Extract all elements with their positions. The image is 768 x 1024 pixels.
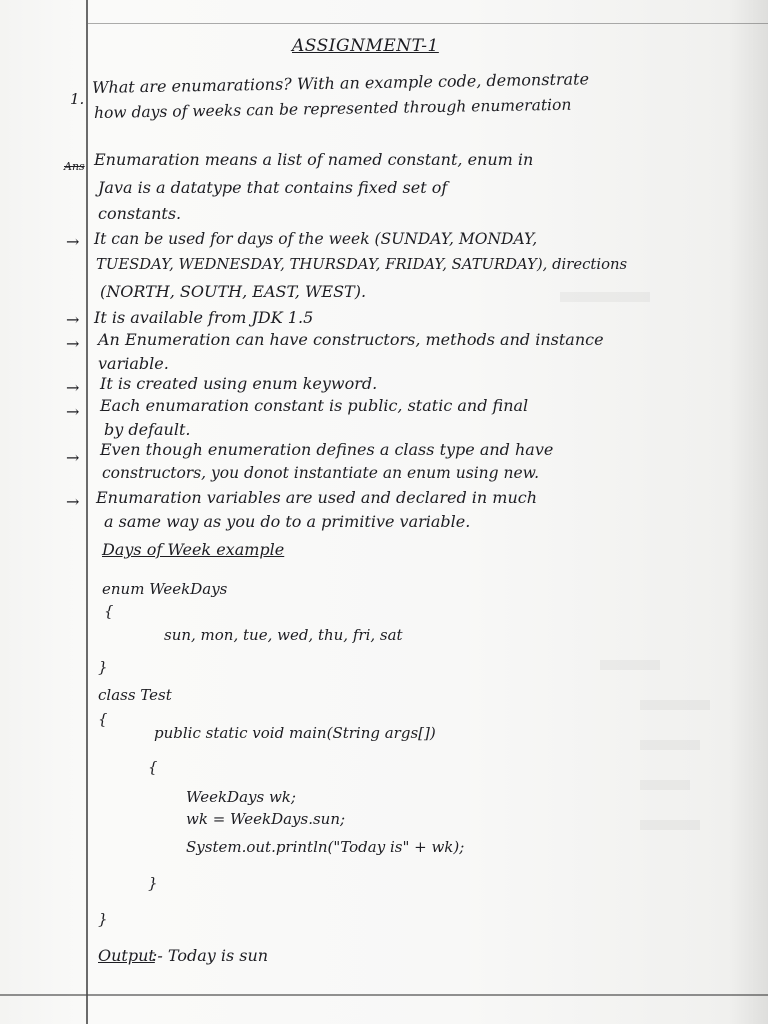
answer-intro-line-1: Enumaration means a list of named constant, enum in <box>94 150 534 169</box>
point-5-line-2: by default. <box>104 420 191 439</box>
code-line-enum: enum WeekDays <box>102 580 228 598</box>
answer-intro-line-3: constants. <box>98 204 182 223</box>
example-heading: Days of Week example <box>102 540 285 559</box>
code-line-declare: WeekDays wk; <box>186 788 296 806</box>
question-line-2: how days of weeks can be represented through enumeration <box>93 95 572 122</box>
code-line-main: public static void main(String args[]) <box>154 724 436 742</box>
point-3-line-2: variable. <box>98 354 169 373</box>
code-line-print: System.out.println("Today is" + wk); <box>186 838 465 856</box>
arrow-point-3: → <box>66 334 80 353</box>
code-line-brace-close: } <box>98 658 108 676</box>
arrow-point-1: → <box>66 232 80 251</box>
arrow-point-6: → <box>66 448 80 467</box>
point-1-line-1: It can be used for days of the week (SUNDAY, MONDAY, <box>94 230 538 248</box>
point-6-line-1: Even though enumeration defines a class type and have <box>100 440 554 459</box>
code-line-assign: wk = WeekDays.sun; <box>186 810 346 828</box>
arrow-point-2: → <box>66 310 80 329</box>
question-line-1: What are enumarations? With an example code, demonstrate <box>91 69 590 97</box>
question-number: 1. <box>70 90 85 108</box>
output-label: Output <box>98 946 155 965</box>
point-5-line-1: Each enumaration constant is public, static and final <box>100 396 529 415</box>
code-line-main-open: { <box>148 758 158 776</box>
code-line-brace-open: { <box>104 602 114 620</box>
code-line-class-open: { <box>98 710 108 728</box>
top-rule <box>86 23 768 24</box>
assignment-title: ASSIGNMENT-1 <box>292 36 439 56</box>
point-1-line-3: (NORTH, SOUTH, EAST, WEST). <box>100 282 367 301</box>
arrow-point-4: → <box>66 378 80 397</box>
point-7-line-2: a same way as you do to a primitive variable. <box>104 512 471 531</box>
arrow-point-7: → <box>66 492 80 511</box>
code-line-class-close: } <box>98 910 108 928</box>
arrow-point-5: → <box>66 402 80 421</box>
code-line-class: class Test <box>98 686 172 704</box>
code-line-constants: sun, mon, tue, wed, thu, fri, sat <box>164 626 403 644</box>
code-line-main-close: } <box>148 874 158 892</box>
point-3-line-1: An Enumeration can have constructors, methods and instance <box>98 330 604 349</box>
point-7-line-1: Enumaration variables are used and declared in much <box>96 488 538 507</box>
point-2-line-1: It is available from JDK 1.5 <box>94 308 314 327</box>
bottom-rule <box>0 994 768 996</box>
answer-intro-line-2: Java is a datatype that contains fixed set of <box>98 178 448 197</box>
point-6-line-2: constructors, you donot instantiate an enum using new. <box>102 464 540 482</box>
point-4-line-1: It is created using enum keyword. <box>100 374 378 393</box>
page-shadow <box>728 0 768 1024</box>
point-1-line-2: TUESDAY, WEDNESDAY, THURSDAY, FRIDAY, SATURDAY), directions <box>96 256 628 273</box>
margin-line <box>86 0 88 1024</box>
answer-marker: Ans <box>64 160 85 173</box>
output-value: :- Today is sun <box>152 946 269 965</box>
